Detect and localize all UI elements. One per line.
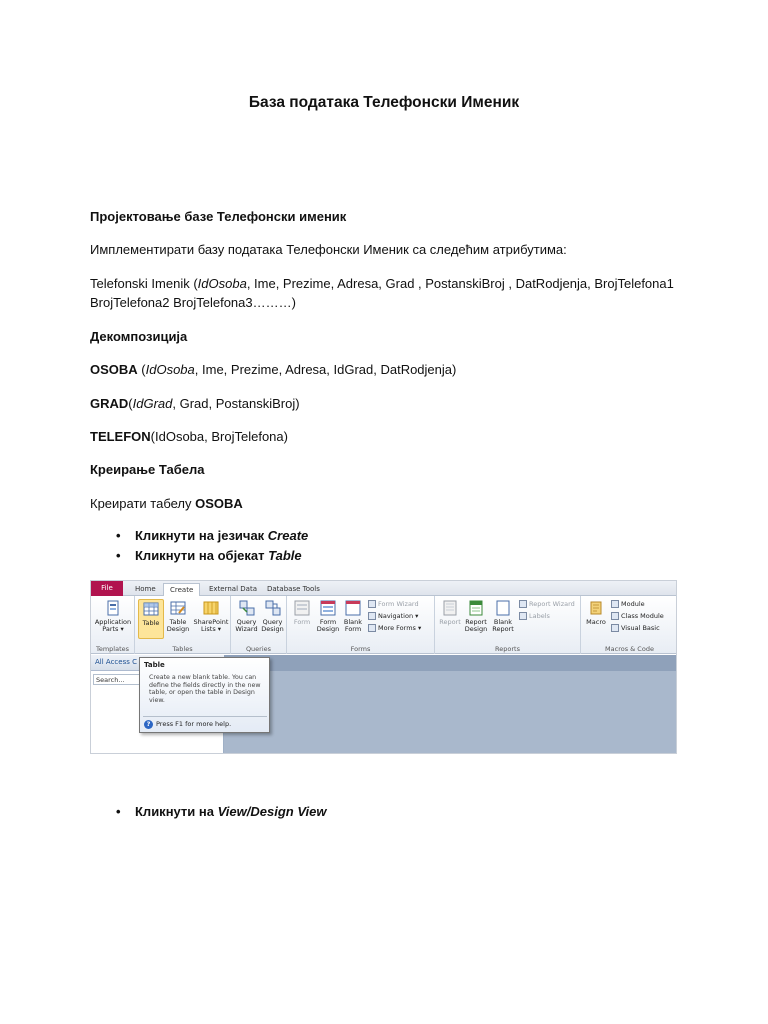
button-label: Lists ▾ (200, 625, 222, 633)
table-name: OSOBA (195, 496, 243, 511)
application-parts-button[interactable] (93, 599, 133, 633)
blank-form-button[interactable] (342, 599, 364, 633)
bullet-emphasis: Table (268, 548, 302, 563)
blank-report-button[interactable] (491, 599, 515, 633)
report-design-icon (467, 599, 485, 617)
create-table-line (90, 495, 243, 513)
query-wizard-button[interactable] (234, 599, 259, 633)
access-ribbon-screenshot (90, 580, 677, 754)
group-label: Reports (495, 645, 520, 653)
bullet-item (116, 804, 326, 819)
button-label: Report (492, 625, 514, 633)
relation-attributes: , Grad, PostanskiBroj) (172, 396, 300, 411)
table-design-button[interactable] (165, 599, 191, 633)
relation-telefon (90, 428, 288, 446)
navigation-icon (368, 612, 376, 620)
bullet-icon: • (116, 528, 121, 543)
button-label: Table (142, 619, 160, 627)
module-button[interactable] (611, 600, 645, 608)
labels-icon (519, 612, 527, 620)
document-title: База података Телефонски Именик (248, 94, 520, 111)
button-label: Wizard (235, 625, 258, 633)
form-wizard-icon (368, 600, 376, 608)
group-forms (287, 596, 435, 654)
button-label: Module (621, 600, 645, 608)
group-label: Forms (350, 645, 371, 653)
intro-paragraph: Имплементирати базу података Телефонски Именик са следећим атрибутима: (90, 242, 567, 257)
group-tables (135, 596, 231, 654)
form-icon (293, 599, 311, 617)
report-wizard-icon (519, 600, 527, 608)
entity-line-2: BrojTelefona2 BrojTelefona3………) (90, 295, 296, 310)
tooltip-divider (143, 716, 267, 717)
labels-button[interactable] (519, 612, 550, 620)
relation-name: GRAD (90, 396, 129, 411)
button-label: Query (236, 618, 257, 626)
entity-prefix: Telefonski Imenik ( (90, 276, 198, 291)
button-label: Application (94, 618, 132, 626)
more-forms-button[interactable] (368, 624, 421, 632)
navigation-search-input[interactable]: Search... (93, 674, 220, 685)
group-label: Templates (95, 645, 130, 653)
visual-basic-icon (611, 624, 619, 632)
class-module-icon (611, 612, 619, 620)
ribbon (91, 596, 677, 654)
more-forms-icon (368, 624, 376, 632)
button-label: Visual Basic (621, 624, 660, 632)
table-design-icon (169, 599, 187, 617)
macro-button[interactable] (584, 599, 608, 626)
tooltip-body: Create a new blank table. You can define the fields directly in the new table, or open the table in Design view. (149, 674, 261, 704)
tab-database-tools[interactable]: Database Tools (267, 585, 320, 593)
button-label: Report (439, 618, 461, 626)
application-parts-icon (104, 599, 122, 617)
group-macros-code (581, 596, 677, 654)
button-label: Form Wizard (378, 600, 419, 608)
bullet-text: Кликнути на (135, 804, 218, 819)
heading-design: Пројектовање базе Телефонски именик (90, 209, 347, 224)
button-label: Design (316, 625, 340, 633)
group-reports (435, 596, 581, 654)
tooltip-help-text: Press F1 for more help. (156, 720, 232, 728)
button-label: Form (319, 618, 337, 626)
bullet-emphasis: View/Design View (217, 804, 327, 819)
module-icon (611, 600, 619, 608)
group-label: Queries (245, 645, 272, 653)
tooltip-title: Table (144, 661, 165, 669)
bullet-text: Кликнути на објекат (135, 548, 269, 563)
button-label: Design (261, 625, 284, 633)
bullet-item (116, 528, 308, 543)
relation-grad (90, 395, 300, 413)
form-button[interactable] (290, 599, 314, 626)
tab-home[interactable]: Home (135, 585, 156, 593)
button-label: Report Wizard (529, 600, 575, 608)
sharepoint-lists-icon (202, 599, 220, 617)
tab-create[interactable]: Create (163, 583, 200, 597)
relation-name: OSOBA (90, 362, 138, 377)
button-label: SharePoint (193, 618, 229, 626)
work-area (224, 655, 677, 754)
heading-tables: Креирање Табела (90, 462, 205, 477)
button-label: Blank (493, 618, 513, 626)
button-label: Query (262, 618, 283, 626)
button-label: Navigation ▾ (378, 612, 419, 620)
relation-name: TELEFON (90, 429, 151, 444)
form-design-icon (319, 599, 337, 617)
help-icon: ? (144, 720, 153, 729)
tab-external-data[interactable]: External Data (209, 585, 257, 593)
table-icon (142, 600, 160, 618)
group-label: Macros & Code (605, 645, 654, 653)
tooltip-help (144, 720, 231, 729)
sharepoint-lists-button[interactable] (193, 599, 229, 633)
button-label: Parts ▾ (102, 625, 124, 633)
class-module-button[interactable] (611, 612, 664, 620)
work-area-header (224, 655, 677, 671)
form-wizard-button[interactable] (368, 600, 419, 608)
query-design-icon (264, 599, 282, 617)
bullet-icon: • (116, 804, 121, 819)
button-label: Class Module (621, 612, 664, 620)
bullet-text: Кликнути на језичак (135, 528, 268, 543)
button-label: Table (169, 618, 187, 626)
paren: ( (128, 396, 133, 411)
navigation-pane-header[interactable]: All Access C (91, 655, 224, 671)
entity-key: IdOsoba (197, 276, 247, 291)
button-label: Form (344, 625, 362, 633)
button-label: Labels (529, 612, 550, 620)
button-label: Design (166, 625, 190, 633)
relation-osoba (90, 361, 456, 379)
entity-attributes: , Ime, Prezime, Adresa, Grad , PostanskiBroj , DatRodjenja, BrojTelefona1 (246, 276, 674, 291)
bullet-item (116, 548, 302, 563)
query-wizard-icon (238, 599, 256, 617)
blank-report-icon (494, 599, 512, 617)
bullet-icon: • (116, 548, 121, 563)
button-label: Blank (343, 618, 363, 626)
query-design-button[interactable] (260, 599, 285, 633)
button-label: Form (293, 618, 311, 626)
report-design-button[interactable] (463, 599, 489, 633)
group-label: Tables (172, 645, 193, 653)
paren: ( (137, 362, 146, 377)
heading-decomposition: Декомпозиција (90, 329, 188, 344)
entity-line-1 (90, 275, 674, 293)
relation-attributes: (IdOsoba, BrojTelefona) (150, 429, 288, 444)
report-wizard-button[interactable] (519, 600, 575, 608)
group-queries (231, 596, 287, 654)
relation-attributes: , Ime, Prezime, Adresa, IdGrad, DatRodjenja) (194, 362, 457, 377)
ribbon-tab-bar (91, 581, 677, 596)
tab-file[interactable]: File (91, 581, 123, 596)
group-templates (91, 596, 135, 654)
button-label: Report (465, 618, 487, 626)
report-button[interactable] (438, 599, 462, 626)
blank-form-icon (344, 599, 362, 617)
relation-key: IdOsoba (145, 362, 195, 377)
navigation-button[interactable] (368, 612, 418, 620)
visual-basic-button[interactable] (611, 624, 660, 632)
button-label: Design (464, 625, 488, 633)
button-label: Macro (586, 618, 606, 626)
create-table-text: Креирати табелу (90, 496, 196, 511)
table-tooltip (139, 657, 270, 733)
button-label: More Forms ▾ (378, 624, 422, 632)
form-design-button[interactable] (316, 599, 340, 633)
bullet-emphasis: Create (267, 528, 309, 543)
table-button[interactable] (138, 599, 164, 639)
report-icon (441, 599, 459, 617)
macro-scroll-icon (587, 599, 605, 617)
relation-key: IdGrad (132, 396, 173, 411)
